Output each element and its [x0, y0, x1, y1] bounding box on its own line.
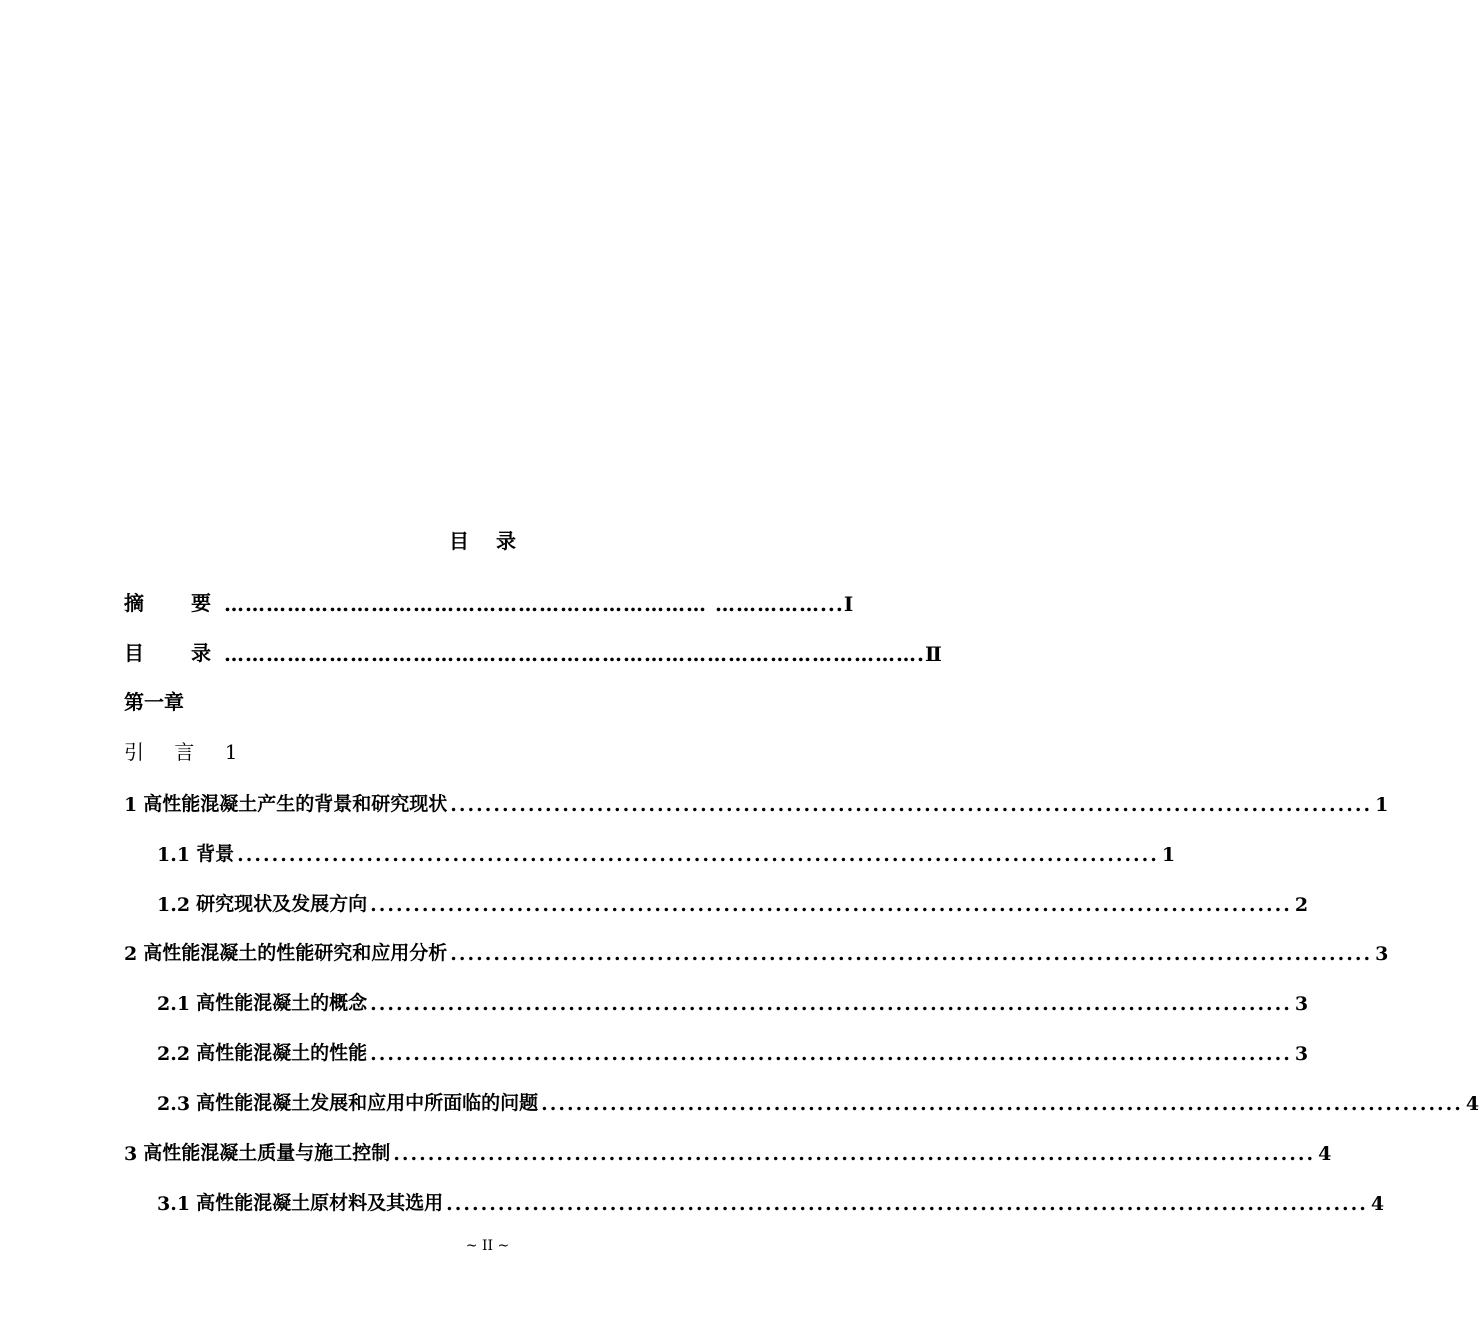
toc-leader: ........................................................................................................... [370, 993, 1292, 1015]
toc-page-number: 1 [1375, 794, 1389, 816]
toc-page-number: 2 [1294, 894, 1309, 916]
toc-entry-number: 1 [124, 794, 138, 816]
toc-page-number: 4 [1318, 1143, 1332, 1165]
toc-leader: ………………………………………………………………………………………. [224, 642, 925, 666]
toc-entry-label: 背景 [196, 843, 235, 865]
toc-entry-number: 3 [124, 1143, 138, 1165]
toc-leader: ........................................................................................................... [450, 943, 1373, 965]
toc-entry-label: 高性能混凝土发展和应用中所面临的问题 [196, 1092, 539, 1114]
toc-page-number: 1 [1161, 844, 1176, 866]
toc-title: 目 录 [449, 529, 526, 553]
toc-entry-number: 2.2 [157, 1043, 191, 1065]
toc-page-number: 3 [1375, 943, 1389, 965]
toc-leader: ........................................................................................................... [370, 1043, 1292, 1065]
toc-page-number: Ⅱ [924, 642, 942, 666]
toc-entry[interactable] [124, 786, 1389, 816]
toc-leader: ........................................................................................................... [446, 1193, 1368, 1215]
toc-entry[interactable] [157, 985, 1309, 1015]
toc-leader: ........................................................................................................... [393, 1143, 1316, 1165]
toc-page-number: 3 [1294, 993, 1309, 1015]
toc-entry[interactable] [124, 1135, 1332, 1165]
toc-entry-contents[interactable] [124, 636, 942, 666]
toc-entry-abstract[interactable] [124, 586, 854, 616]
toc-leader: …………………………………………………………… ……………... [224, 592, 844, 616]
toc-entry[interactable] [157, 1085, 1479, 1115]
toc-entry[interactable] [157, 1185, 1385, 1215]
toc-entry-number: 2.1 [157, 993, 191, 1015]
page-footer-number: ~ II ~ [465, 1238, 510, 1254]
toc-entry-label: 高性能混凝土的性能研究和应用分析 [143, 942, 448, 964]
toc-entry[interactable] [124, 935, 1389, 965]
toc-entry-number: 1.1 [157, 844, 191, 866]
toc-entry-number: 1.2 [157, 894, 191, 916]
toc-entry-label: 高性能混凝土的概念 [196, 992, 368, 1014]
toc-entry-label: 摘 要 [124, 591, 231, 615]
toc-entry[interactable] [157, 886, 1309, 916]
toc-leader: ........................................................................................................... [237, 844, 1159, 866]
toc-entry[interactable] [157, 836, 1176, 866]
toc-entry-label: 高性能混凝土质量与施工控制 [143, 1142, 391, 1164]
chapter-heading: 第一章 [124, 690, 184, 714]
toc-entry-number: 3.1 [157, 1193, 191, 1215]
toc-entry-label: 目 录 [124, 641, 231, 665]
toc-entry-label: 高性能混凝土的性能 [196, 1042, 368, 1064]
toc-page-number: 4 [1465, 1093, 1479, 1115]
toc-entry[interactable] [157, 1035, 1309, 1065]
toc-leader: ........................................................................................................... [541, 1093, 1463, 1115]
toc-entry-label: 高性能混凝土产生的背景和研究现状 [143, 793, 448, 815]
toc-entry-intro[interactable]: 引 言 1 [124, 740, 250, 764]
toc-page-number: I [843, 592, 854, 616]
toc-entry-number: 2 [124, 943, 138, 965]
toc-entry-label: 研究现状及发展方向 [196, 893, 368, 915]
toc-entry-number: 2.3 [157, 1093, 191, 1115]
toc-leader: ........................................................................................................... [370, 894, 1292, 916]
toc-page-number: 4 [1370, 1193, 1385, 1215]
toc-entry-label: 高性能混凝土原材料及其选用 [196, 1192, 444, 1214]
toc-leader: ........................................................................................................... [450, 794, 1373, 816]
toc-page-number: 3 [1294, 1043, 1309, 1065]
